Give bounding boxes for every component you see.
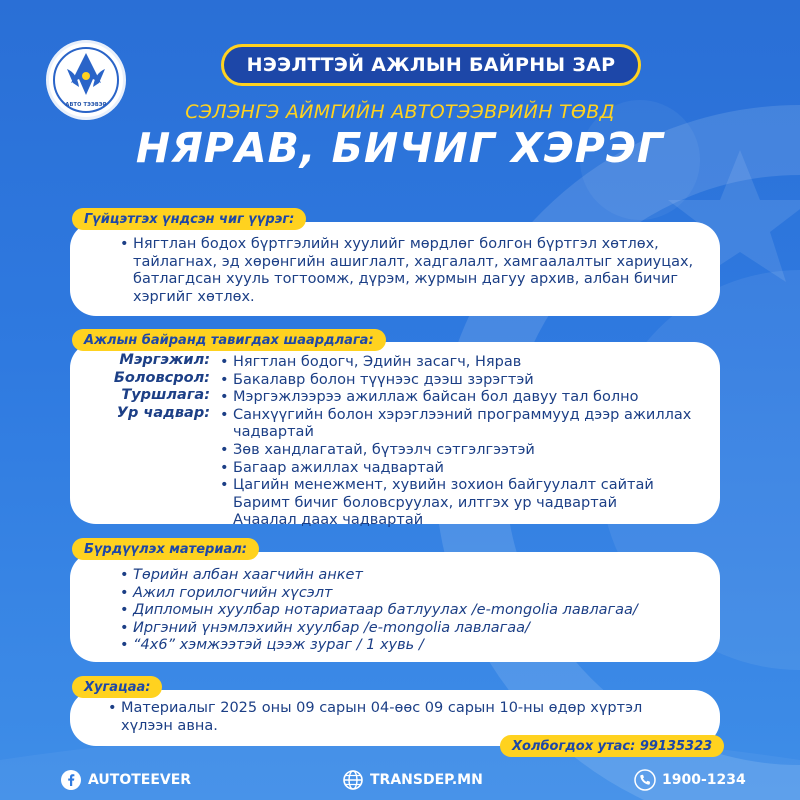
deadline-line: хүлээн авна.: [121, 717, 218, 734]
phone-number: 1900-1234: [662, 772, 746, 788]
duties-line: • Нягтлан бодох бүртгэлийн хуулийг мөрдлөг болгон бүртгэл хөтлөх,: [120, 236, 720, 254]
material-item: • Иргэний үнэмлэхийн хуулбар /e-mongolia лавлагаа/: [120, 620, 720, 638]
website-url: TRANSDEP.MN: [370, 772, 483, 788]
requirement-line: • Зөв хандлагатай, бүтээлч сэтгэлгээтэй: [220, 442, 710, 460]
materials-box: [70, 552, 720, 662]
logo-text: АВТО ТЭЭВЭР: [65, 102, 107, 108]
duties-line: хэргийг хөтлөх.: [133, 288, 255, 305]
announcement-badge-text: НЭЭЛТТЭЙ АЖЛЫН БАЙРНЫ ЗАР: [246, 54, 616, 76]
requirement-line: • Мэргэжлээрээ ажиллаж байсан бол давуу тал болно: [220, 389, 710, 407]
requirement-line: чадвартай: [233, 424, 314, 441]
field-profession: Мэргэжил:: [119, 352, 210, 368]
requirement-line: Ачаалал даах чадвартай: [233, 512, 424, 529]
requirement-line: • Санхүүгийн болон хэрэглээний программууд дээр ажиллах: [220, 407, 710, 425]
duties-box: [70, 222, 720, 316]
material-item: • Дипломын хуулбар нотариатаар батлуулах /e-mongolia лавлагаа/: [120, 602, 720, 620]
footer-phone[interactable]: [634, 769, 746, 791]
duties-line: тайлагнах, эд хөрөнгийн ашиглалт, хадгалалт, хамгаалалтыг хариуцах,: [133, 253, 694, 270]
phone-icon: [634, 769, 656, 791]
requirement-line: • Нягтлан бодогч, Эдийн засагч, Нярав: [220, 354, 710, 372]
footer-website[interactable]: [342, 769, 483, 791]
material-item: • Төрийн албан хаагчийн анкет: [120, 567, 720, 585]
material-item: • Ажил горилогчийн хүсэлт: [120, 585, 720, 603]
field-skills: Ур чадвар:: [116, 404, 210, 421]
materials-label: Бүрдүүлэх материал:: [72, 538, 259, 560]
requirements-label: Ажлын байранд тавигдах шаардлага:: [72, 329, 386, 351]
requirement-line: • Цагийн менежмент, хувийн зохион байгуулалт сайтай: [220, 477, 710, 495]
page-title: НЯРАВ, БИЧИГ ХЭРЭГ: [135, 124, 665, 172]
subtitle: СЭЛЭНГЭ АЙМГИЙН АВТОТЭЭВРИЙН ТӨВД: [185, 101, 615, 123]
facebook-icon: [60, 769, 82, 791]
duties-line: батлагдсан хууль тогтоомж, дүрэм, журмын дагуу архив, албан бичиг: [133, 271, 678, 288]
globe-icon: [342, 769, 364, 791]
material-item: • “4x6” хэмжээтэй цээж зураг / 1 хувь /: [120, 637, 720, 655]
facebook-handle: AUTOTEEVER: [88, 772, 192, 788]
announcement-badge: [221, 44, 641, 86]
field-experience: Туршлага:: [121, 387, 210, 404]
requirement-fields: [80, 352, 210, 422]
requirement-line: • Бакалавр болон түүнээс дээш зэрэгтэй: [220, 372, 710, 390]
deadline-label: Хугацаа:: [72, 676, 162, 698]
deadline-line: • Материалыг 2025 оны 09 сарын 04-өөс 09 сарын 10-ны өдөр хүртэл: [108, 700, 708, 718]
requirement-line: • Багаар ажиллах чадвартай: [220, 460, 710, 478]
contact-phone-badge: Холбогдох утас: 99135323: [500, 735, 724, 757]
footer-facebook[interactable]: [60, 769, 191, 791]
duties-label: Гүйцэтгэх үндсэн чиг үүрэг:: [72, 208, 306, 230]
requirement-line: Баримт бичиг боловсруулах, илтгэх ур чадвартай: [233, 494, 617, 511]
field-education: Боловсрол:: [113, 369, 210, 386]
